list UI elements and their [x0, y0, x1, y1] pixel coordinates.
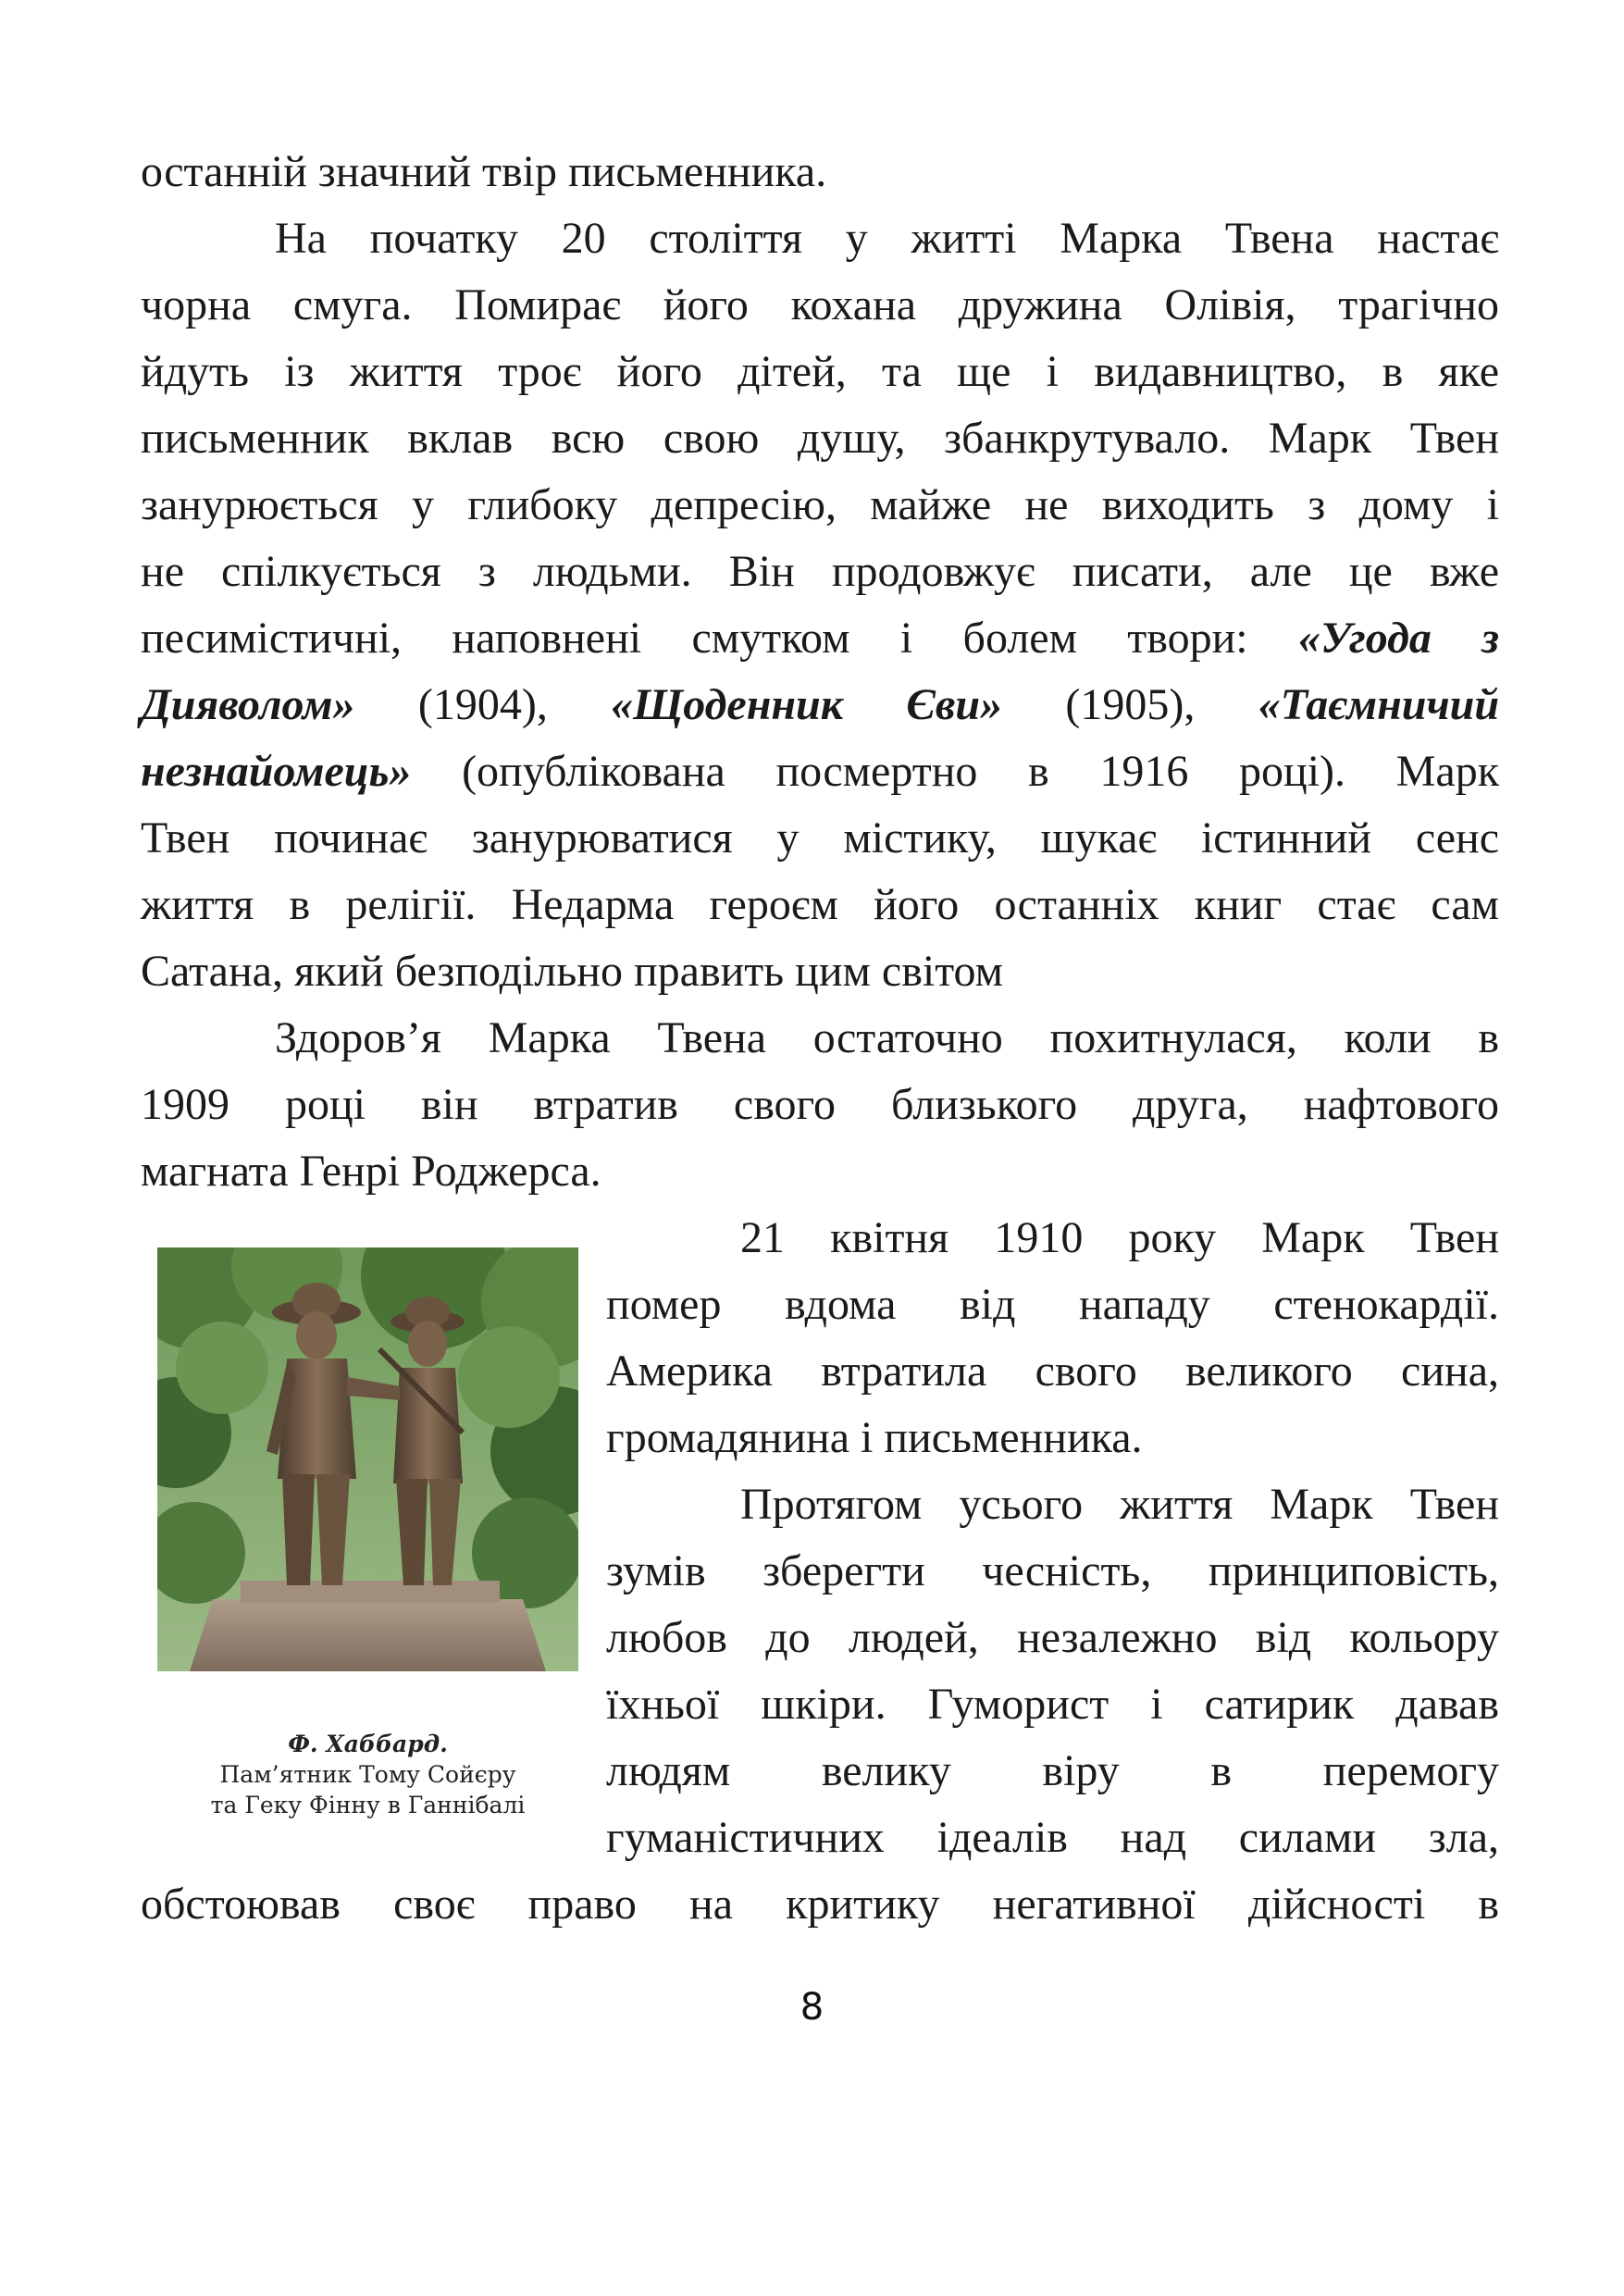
book-title-eve-diary: «Щоденник Єви»	[611, 680, 1003, 729]
paragraph-4-line: громадянина і письменника.	[606, 1413, 1143, 1462]
paragraph-2-line: Твен починає занурюватися у містику, шукає істинний сенс	[141, 813, 1499, 863]
figure-caption	[157, 1729, 578, 1820]
paragraph-5-line: обстоював своє право на критику негативної дійсності в	[141, 1880, 1499, 1929]
book-title-ugoda-end: Дияволом»	[141, 680, 355, 729]
book-title-ugoda: «Угода з	[1298, 614, 1499, 663]
paragraph-2-line: занурюється у глибоку депресію, майже не виходить з дому і	[141, 480, 1499, 529]
paragraph-2-line: На початку 20 століття у житті Марка Твена настає	[275, 214, 1499, 263]
statue-photo	[157, 1247, 578, 1671]
body-text: (опублікована посмертно в 1916 році). Марк	[462, 747, 1500, 796]
paragraph-2-line: життя в релігії. Недарма героєм його останніх книг стає сам	[141, 880, 1499, 929]
paragraph-2-line: Сатана, який безподільно править цим світом	[141, 947, 1004, 996]
paragraph-3-line: 1909 році він втратив свого близького друга, нафтового	[141, 1080, 1499, 1129]
paragraph-5-line: гуманістичних ідеалів над силами зла,	[606, 1813, 1499, 1862]
year-1905: (1905),	[1065, 680, 1196, 729]
paragraph-5-line: їхньої шкіри. Гуморист і сатирик давав	[606, 1680, 1499, 1729]
paragraph-5-line: людям велику віру в перемогу	[606, 1746, 1499, 1795]
paragraph-2-line: йдуть із життя троє його дітей, та ще і видавництво, в яке	[141, 347, 1499, 396]
paragraph-5-line: любов до людей, незалежно від кольору	[606, 1613, 1499, 1662]
paragraph-2-line	[141, 672, 1499, 738]
paragraph-4-line: помер вдома від нападу стенокардії.	[606, 1280, 1499, 1329]
paragraph-5-line: Протягом усього життя Марк Твен	[740, 1480, 1499, 1529]
paragraph-3-line: магната Генрі Роджерса.	[141, 1147, 601, 1196]
caption-line: Пам’ятник Тому Сойєру	[219, 1761, 516, 1788]
paragraph-2-line	[141, 605, 1499, 672]
paragraph-5-line: зумів зберегти чесність, принциповість,	[606, 1546, 1499, 1595]
body-text: песимістичні, наповнені смутком і болем твори:	[141, 614, 1248, 663]
paragraph-4-line: Америка втратила свого великого сина,	[606, 1347, 1499, 1396]
paragraph-4-line: 21 квітня 1910 року Марк Твен	[740, 1213, 1499, 1262]
paragraph-2-line: письменник вклав всю свою душу, збанкрутувало. Марк Твен	[141, 414, 1499, 463]
paragraph-1-line: останній значний твір письменника.	[141, 147, 827, 196]
paragraph-3-line: Здоров’я Марка Твена остаточно похитнулася, коли в	[275, 1013, 1499, 1062]
paragraph-2-line: не спілкується з людьми. Він продовжує писати, але це вже	[141, 547, 1499, 596]
page-number: 8	[800, 1986, 824, 2029]
book-title-mysterious-stranger-end: незнайомець»	[141, 747, 412, 796]
caption-line: та Геку Фінну в Ганнібалі	[210, 1792, 526, 1818]
paragraph-2-line	[141, 738, 1499, 805]
year-1904: (1904),	[417, 680, 548, 729]
paragraph-2-line: чорна смуга. Помирає його кохана дружина Олівія, трагічно	[141, 280, 1499, 329]
book-title-mysterious-stranger: «Таємничий	[1258, 680, 1500, 729]
caption-author: Ф. Хаббард.	[288, 1731, 448, 1757]
